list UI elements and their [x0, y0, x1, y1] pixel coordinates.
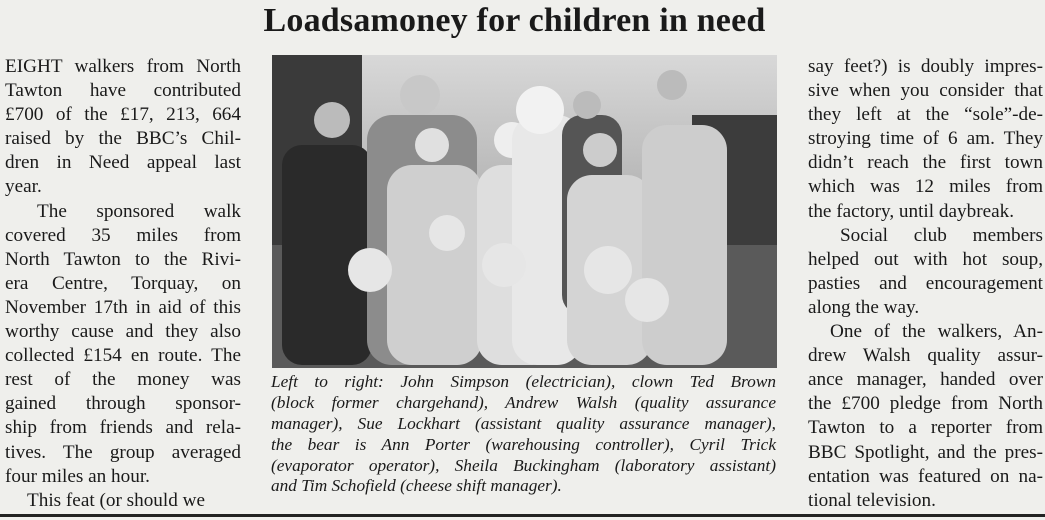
- caption-line: (evaporator operator), Sheila Buckingham (laboratory assistant): [271, 455, 776, 475]
- text-line: which was 12 miles from: [808, 176, 1043, 198]
- text-line: EIGHT walkers from North: [5, 56, 241, 77]
- text-line: rest of the money was: [5, 369, 241, 391]
- text-line: sive when you consider that: [808, 80, 1043, 102]
- text-line: The sponsored walk: [37, 200, 241, 222]
- text-line: stroying time of 6 am. They: [808, 128, 1043, 150]
- text-line: worthy cause and they also: [5, 321, 241, 343]
- text-line: £700 of the £17, 213, 664: [5, 104, 241, 126]
- text-line: drew Walsh quality assur-: [808, 345, 1043, 367]
- text-line: Social club members: [840, 224, 1043, 246]
- photo-image: [272, 55, 777, 368]
- text-line: ship from friends and rela-: [5, 417, 241, 439]
- bottom-rule: [0, 514, 1045, 517]
- text-line: covered 35 miles from: [5, 224, 241, 246]
- text-line: the £700 pledge from North: [808, 393, 1043, 415]
- text-line: BBC Spotlight, and the pres-: [808, 441, 1043, 463]
- caption-line: Left to right: John Simpson (electrician), clown Ted Brown: [271, 372, 776, 391]
- text-line: helped out with hot soup,: [808, 248, 1043, 270]
- text-line: entation was featured on na-: [808, 465, 1043, 487]
- text-line: year.: [5, 176, 42, 198]
- text-line: gained through sponsor-: [5, 393, 241, 415]
- caption-line: manager), Sue Lockhart (assistant quality assurance manager),: [271, 413, 776, 433]
- text-line: pasties and encouragement: [808, 272, 1043, 294]
- text-line: didn’t reach the first town: [808, 152, 1043, 174]
- text-line: dren in Need appeal last: [5, 152, 241, 174]
- text-line: November 17th in aid of this: [5, 296, 241, 318]
- text-line: Tawton have contributed: [5, 80, 241, 102]
- text-line: One of the walkers, An-: [830, 321, 1043, 343]
- text-line: Tawton to a reporter from: [808, 417, 1043, 439]
- caption-line: (block former chargehand), Andrew Walsh (quality assurance: [271, 392, 776, 412]
- text-line: This feat (or should we: [27, 489, 205, 511]
- text-line: tional television.: [808, 489, 936, 511]
- text-line: along the way.: [808, 296, 920, 318]
- right-column: [808, 55, 1043, 513]
- text-line: raised by the BBC’s Chil-: [5, 128, 241, 150]
- text-line: North Tawton to the Rivi-: [5, 248, 241, 270]
- caption-line: and Tim Schofield (cheese shift manager).: [271, 476, 562, 496]
- left-column: [5, 55, 241, 513]
- photo-caption: [271, 372, 776, 497]
- group-photo: [272, 55, 777, 368]
- text-line: ance manager, handed over: [808, 369, 1043, 391]
- text-line: they left at the “sole”-de-: [808, 104, 1043, 126]
- text-line: four miles an hour.: [5, 465, 150, 487]
- text-line: say feet?) is doubly impres-: [808, 56, 1043, 77]
- text-line: era Centre, Torquay, on: [5, 272, 241, 294]
- text-line: the factory, until daybreak.: [808, 200, 1015, 222]
- text-line: tives. The group averaged: [5, 441, 241, 463]
- text-line: collected £154 en route. The: [5, 345, 241, 367]
- headline: Loadsamoney for children in need: [263, 2, 766, 39]
- caption-line: the bear is Ann Porter (warehousing controller), Cyril Trick: [271, 434, 776, 454]
